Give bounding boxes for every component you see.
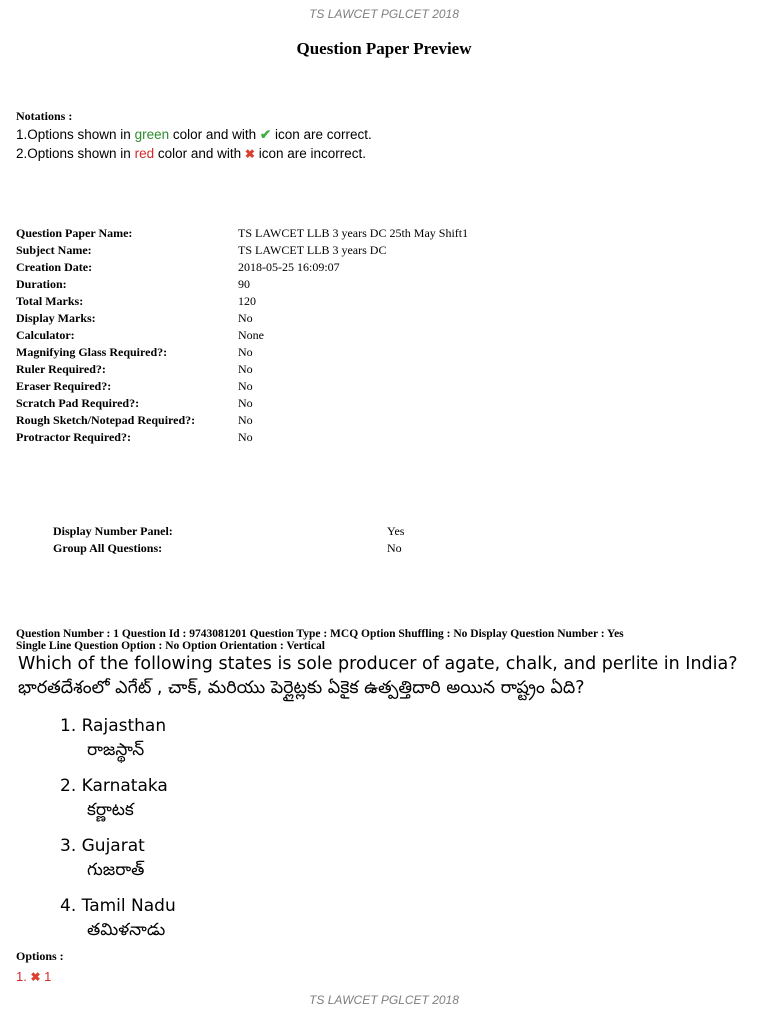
notation-text: color and with bbox=[169, 127, 260, 142]
notation-text: icon are correct. bbox=[271, 127, 372, 142]
info-value: TS LAWCET LLB 3 years DC 25th May Shift1 bbox=[238, 226, 469, 240]
panel-info-table bbox=[53, 523, 404, 557]
info-value: 120 bbox=[238, 294, 256, 308]
check-icon: ✔ bbox=[259, 127, 272, 142]
info-value: TS LAWCET LLB 3 years DC bbox=[238, 243, 387, 257]
panel-row bbox=[53, 523, 404, 540]
green-word: green bbox=[134, 127, 170, 142]
page-footer: TS LAWCET PGLCET 2018 bbox=[309, 993, 459, 1007]
option-english: 4. Tamil Nadu bbox=[60, 896, 176, 916]
question-text-english: Which of the following states is sole producer of agate, chalk, and perlite in India? bbox=[18, 654, 738, 674]
info-key: Ruler Required?: bbox=[16, 362, 106, 376]
question-meta-line: Question Number : 1 Question Id : 9743081201 Question Type : MCQ Option Shuffling : No Display Question Number : Yes bbox=[16, 628, 624, 640]
info-key: Question Paper Name: bbox=[16, 226, 133, 240]
option-english: 2. Karnataka bbox=[60, 776, 168, 796]
question-text bbox=[18, 654, 738, 702]
option-english: 3. Gujarat bbox=[60, 836, 145, 856]
answer-value: 1 bbox=[44, 969, 52, 984]
info-key: Calculator: bbox=[16, 328, 75, 342]
options-label: Options : bbox=[16, 949, 64, 963]
question-text-telugu: భారతదేశంలో ఎగేట్ , చాక్, మరియు పెర్లైట్లకు ఏకైక ఉత్పత్తిదారి అయిన రాష్ట్రం ఏది? bbox=[18, 678, 585, 698]
option-telugu: గుజరాత్ bbox=[87, 860, 145, 880]
option-item bbox=[60, 894, 176, 954]
info-key: Rough Sketch/Notepad Required?: bbox=[16, 413, 196, 427]
info-value: No bbox=[238, 362, 253, 376]
info-key: Duration: bbox=[16, 277, 67, 291]
info-row bbox=[16, 276, 468, 293]
answer-option bbox=[16, 969, 51, 984]
info-value: No bbox=[238, 379, 253, 393]
notations-section bbox=[16, 109, 372, 161]
info-value: No bbox=[238, 345, 253, 359]
notation-text: 2.Options shown in bbox=[16, 146, 135, 161]
answer-prefix: 1. bbox=[16, 969, 27, 984]
panel-value: No bbox=[387, 541, 402, 555]
cross-icon: ✖ bbox=[30, 970, 41, 984]
info-row bbox=[16, 378, 468, 395]
panel-key: Group All Questions: bbox=[53, 541, 163, 555]
question-meta-line: Single Line Question Option : No Option Orientation : Vertical bbox=[16, 640, 325, 652]
info-row bbox=[16, 259, 468, 276]
info-value: None bbox=[238, 328, 264, 342]
option-english: 1. Rajasthan bbox=[60, 716, 167, 736]
notation-incorrect bbox=[16, 146, 372, 161]
info-row bbox=[16, 344, 468, 361]
info-row bbox=[16, 361, 468, 378]
red-word: red bbox=[134, 146, 155, 161]
info-row bbox=[16, 327, 468, 344]
question-meta bbox=[16, 628, 624, 652]
notation-correct bbox=[16, 127, 372, 143]
info-value: 90 bbox=[238, 277, 250, 291]
info-row bbox=[16, 429, 468, 446]
info-row bbox=[16, 412, 468, 429]
info-row bbox=[16, 395, 468, 412]
page-title: Question Paper Preview bbox=[296, 39, 472, 58]
info-row bbox=[16, 310, 468, 327]
info-key: Protractor Required?: bbox=[16, 430, 131, 444]
cross-icon: ✖ bbox=[244, 147, 255, 161]
option-item bbox=[60, 834, 176, 894]
panel-key: Display Number Panel: bbox=[53, 524, 173, 538]
info-row bbox=[16, 242, 468, 259]
panel-value: Yes bbox=[387, 524, 405, 538]
option-item bbox=[60, 774, 176, 834]
info-key: Scratch Pad Required?: bbox=[16, 396, 140, 410]
notation-text: icon are incorrect. bbox=[254, 146, 366, 161]
info-value: No bbox=[238, 396, 253, 410]
notation-text: color and with bbox=[154, 146, 245, 161]
info-key: Display Marks: bbox=[16, 311, 96, 325]
question-options-list bbox=[60, 714, 176, 954]
info-key: Total Marks: bbox=[16, 294, 84, 308]
info-key: Subject Name: bbox=[16, 243, 92, 257]
option-telugu: రాజస్థాన్ bbox=[87, 740, 145, 760]
info-key: Eraser Required?: bbox=[16, 379, 112, 393]
info-value: No bbox=[238, 413, 253, 427]
info-value: No bbox=[238, 311, 253, 325]
notations-heading: Notations : bbox=[16, 109, 73, 123]
option-item bbox=[60, 714, 176, 774]
info-row bbox=[16, 293, 468, 310]
info-key: Creation Date: bbox=[16, 260, 93, 274]
info-key: Magnifying Glass Required?: bbox=[16, 345, 168, 359]
paper-info-table bbox=[16, 225, 468, 446]
panel-row bbox=[53, 540, 404, 557]
info-value: 2018-05-25 16:09:07 bbox=[238, 260, 340, 274]
page-header: TS LAWCET PGLCET 2018 bbox=[309, 7, 459, 21]
option-telugu: తమిళనాడు bbox=[87, 920, 166, 940]
info-value: No bbox=[238, 430, 253, 444]
option-telugu: కర్ణాటక bbox=[87, 800, 134, 820]
notation-text: 1.Options shown in bbox=[16, 127, 135, 142]
info-row bbox=[16, 225, 468, 242]
